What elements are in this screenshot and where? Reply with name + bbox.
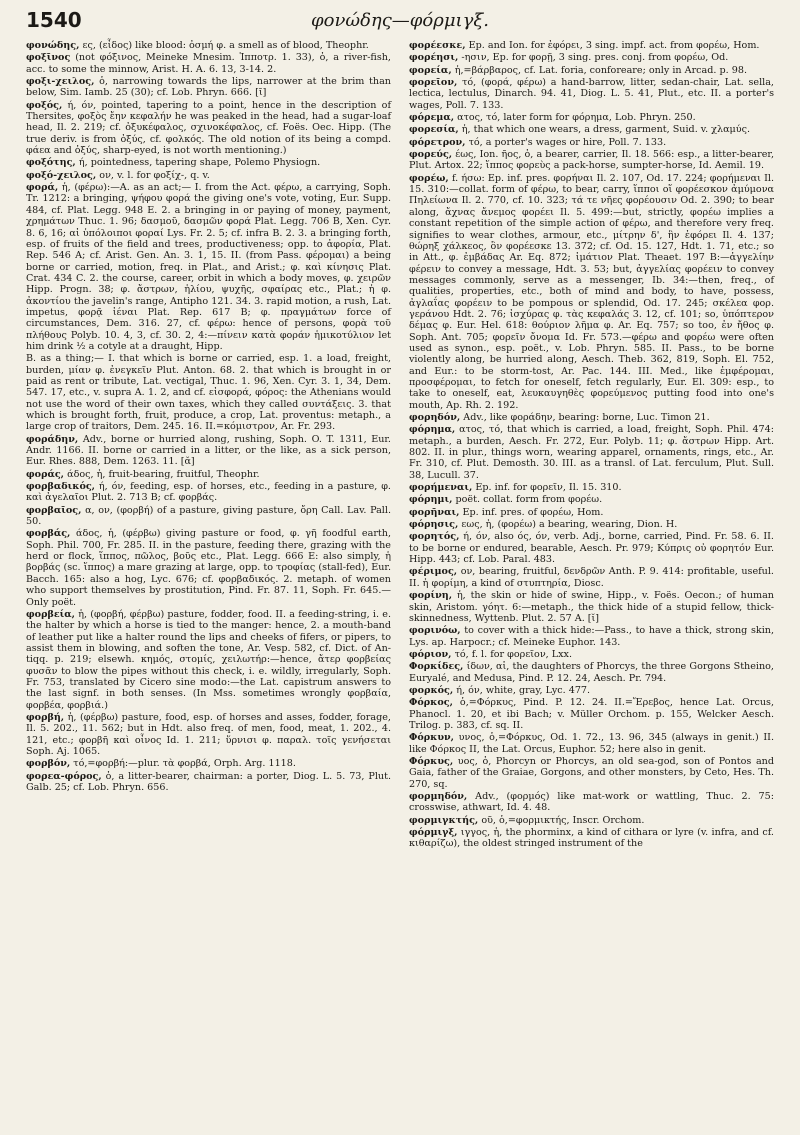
headword: φόρησις, [409, 519, 459, 531]
dictionary-entry [26, 771, 391, 794]
headword: φορεῖον, [409, 77, 458, 89]
headword: φοξός, [26, 99, 63, 111]
dictionary-entry [409, 149, 774, 172]
headword: φορβόν, [26, 758, 71, 770]
dictionary-entry [409, 791, 774, 814]
dictionary-entry [409, 590, 774, 624]
left-column [26, 40, 391, 851]
headword: φόρμιγξ, [409, 827, 458, 839]
headword: φοράς, [26, 468, 65, 480]
entry-text: υος, ὁ, Phorcyn or Phorcys, an old sea-god, son of Pontos and Gaia, father of the Graiae, Gorgons, and other monsters, by Ceto, Hes. Th. 270, sq. [409, 755, 774, 790]
entry-text: -ησιν, Ep. for φορῇ, 3 sing. pres. conj. from φορέω, Od. [461, 52, 729, 64]
headword: φόρεμα, [409, 112, 455, 124]
dictionary-entry [409, 697, 774, 731]
headword: φορεα-φόρος, [26, 770, 102, 782]
headword: φοξότης, [26, 157, 76, 169]
dictionary-entry [409, 815, 774, 826]
dictionary-entry [26, 528, 391, 607]
entry-text: (not φόξινος, Meineke Mnesim. Ἱπποτρ. 1. 33), ὁ, a river-fish, acc. to some the minnow, Arist. H. A. 6. 13, 3-14. 2. [26, 52, 391, 75]
headword: φορῆναι, [409, 506, 460, 518]
headword: φορέησι, [409, 52, 459, 64]
headword: φορηδόν, [409, 412, 461, 423]
dictionary-entry [409, 424, 774, 481]
dictionary-entry [409, 661, 774, 684]
entry-text: οῦ, ὁ,=φορμικτής, Inscr. Orchom. [481, 814, 645, 826]
entry-text: ή, όν, also ός, όν, verb. Adj., borne, carried, Pind. Fr. 58. 6. II. to be borne or endured, bearable, Aesch. Pr. 979; Κύπρις οὐ φορητόν Eur. Hipp. 443; cf. Lob. Paral. 483. [409, 531, 774, 566]
entry-text: ὁ,=Φόρκυς, Pind. P. 12. 24. II.=Ἔρεβος, hence Lat. Orcus, Phanocl. 1. 20, et ibi Bach; v. Müller Orchom. p. 155, Welcker Aesch. Trilog. p. 383, cf. sq. II. [409, 697, 774, 731]
entry-text: ή, pointedness, tapering shape, Polemo Physiogn. [78, 157, 321, 169]
headword: φορβαῖος, [26, 504, 82, 516]
entry-text: τό, (φορά, φέρω) a hand-barrow, litter, sedan-chair, Lat. sella, lectica, lectulus, Dinarch. 94. 41, Diog. L. 5. 41, Plut., etc. II. a porter's wages, Poll. 7. 133. [409, 77, 774, 111]
headword: φοξι-χειλος, [26, 76, 95, 88]
dictionary-entry [26, 182, 391, 352]
entry-text: υνος, ὁ,=Φόρκυς, Od. 1. 72., 13. 96, 345 (always in genit.) II. like Φόρκος II, the Lat. Orcus, Euphor. 52; here also in genit. [409, 732, 774, 755]
dictionary-entry [409, 507, 774, 518]
entry-text: ἡ, (φορβή, φέρβω) pasture, fodder, food. II. a feeding-string, i. e. the halter by which a horse is tied to the manger: hence, 2. a mouth-band of leather put like a halter round the lips and cheeks of fifers, or pipers, to assist them in blowing, and soften the tone, Ar. Vesp. 582, cf. Dict. of An-tiqq. p. 219; elsewh. κημός, στομίς, χειλωτήρ:—hence, ἄτερ φορβείας φυσᾶν to blow the pipes without this check, i. e. wildly, irregularly, Soph. Fr. 753, translated by Cicero sine modo:—the Lat. capistrum answers to the last signf. in both senses. (In Mss. sometimes wrongly φορβαία, φορβέα, φορβιά.) [26, 608, 391, 711]
entry-text: poët. collat. form from φορέω. [455, 494, 603, 506]
headword: φοξό-χειλος, [26, 169, 97, 181]
headword: φορέεσκε, [409, 40, 466, 51]
dictionary-entry [409, 756, 774, 790]
dictionary-entry [409, 112, 774, 123]
headword: φορμηδόν, [409, 791, 468, 802]
entry-text: ὁ, narrowing towards the lips, narrower at the brim than below, Sim. Iamb. 25 (30); cf. Lob. Phryn. 666. [ῑ] [26, 76, 391, 99]
entry-text: f. ήσω: Ep. inf. pres. φορήναι Il. 2. 107, Od. 17. 224; φορήμεναι Il. 15. 310:—collat. form of φέρω, to bear, carry, ἵπποι οἵ φορέεσκον ἀμύμονα Πηλείωνα Il. 2. 770, cf. 10. 323; τά τε νῆες φορέουσιν Od. 2. 390; to bear along, ἄχνας ἄνεμος φορέει Il. 5. 499:—but, strictly, φορέω implies a constant repetition of the simple action of φέρω, and therefore very freq. signifies to wear clothes, armour, etc., μίτρην δ', ἣν ἐφόρει Il. 4. 137; θώρηξ χάλκεος, ὃν φορέεσκε 13. 372; cf. Od. 15. 127, Hdt. 1. 71, etc.; so in Att., φ. ἐμβάδας Ar. Eq. 872; ἱμάτιον Plat. Theaet. 197 B:—ἀγγελίην φέρειν to convey a message, Hdt. 3. 53; but, ἀγγελίας φορέειν to convey messages commonly, serve as a messenger, Ib. 34:—then, freq., of qualities, properties, etc., both of mind and body, to have, possess, ἀγλαΐας φορέειν to be pompous or splendid, Od. 17. 245; σκέλεα φορ. γεράνου Hdt. 2. 76; ἰσχύρας φ. τὰς κεφαλάς 3. 12, cf. 101; so, ὑπόπτερον δέμας φ. Eur. Hel. 618: θούριον λῆμα φ. Ar. Eq. 757; so too, ἐν ἤθος φ. Soph. Ant. 705; φορεῖν ὄνομα Id. Fr. 573.—φέρω and φορέω were often used as synon., esp. poët., v. Lob. Phryn. 585. II. Pass., to be borne violently along, be hurried along, Aesch. Theb. 362, 819, Soph. El. 752, and Eur.: to be storm-tost, Ar. Pac. 144. III. Med., like ἐμφέρομαι, προσφέρομαι, to fetch for oneself, fetch regularly, Eur. El. 309: esp., to take to oneself, eat, λευκαυγηθὲς φορεύμενος putting food into one's mouth, Ap. Rh. 2. 192. [409, 172, 774, 411]
page-header [26, 8, 774, 34]
dictionary-entry [409, 649, 774, 660]
dictionary-entry [409, 173, 774, 411]
dictionary-entry [26, 40, 391, 51]
headword: Φόρκυς, [409, 755, 454, 767]
entry-text: Ep. and Ion. for ἐφόρει, 3 sing. impf. act. from φορέω, Hom. [468, 40, 760, 51]
dictionary-entry [409, 732, 774, 755]
entry-text: ὁ, a litter-bearer, chairman: a porter, Diog. L. 5. 73, Plut. Galb. 25; cf. Lob. Phryn. 656. [26, 770, 391, 793]
headword: φονώδης, [26, 40, 80, 51]
right-column [409, 40, 774, 851]
entry-text: Adv., like φοράδην, bearing: borne, Luc. Timon 21. [463, 412, 710, 423]
headword: φόριον, [409, 648, 452, 660]
headword: φορβεία, [26, 608, 76, 620]
headword: φορητός, [409, 531, 460, 543]
headword: φόρημι, [409, 494, 453, 506]
entry-text: ες, (εἶδος) like blood: ὀσμή φ. a smell as of blood, Theophr. [82, 40, 369, 51]
dictionary-entry [409, 77, 774, 111]
entry-text: ή, όν, white, gray, Lyc. 477. [456, 684, 591, 696]
entry-text: ιγγος, ἡ, the phorminx, a kind of cithara or lyre (v. infra, and cf. κιθαρίζω), the oldest stringed instrument of the [409, 827, 774, 850]
dictionary-entry [409, 137, 774, 148]
entry-text: ή, όν, pointed, tapering to a point, hence in the description of Thersites, φοξὸς ἔην κεφαλήν he was peaked in the head, had a sugar-loaf head, Il. 2. 219; cf. ὀξυκέφαλος, σχινοκέφαλος, cf. Foës. Oec. Hipp. (The true deriv. is from ὀξύς, cf. φολκός. The old notion of its being a compd. φάεα and ὀξύς, sharp-eyed, is not worth mentioning.) [26, 99, 391, 157]
headword: Φορκίδες, [409, 661, 464, 673]
dictionary-entry [26, 481, 391, 504]
entry-text: ή, όν, feeding, esp. of horses, etc., feeding in a pasture, φ. καὶ ἀγελαῖοι Plut. 2. 713 B; cf. φορβάς. [26, 481, 391, 504]
entry-text: ον, bearing, fruitful, δενδρῶν Anth. P. 9. 414: profitable, useful. II. ἡ φορίμη, a kind of στυπτηρία, Diosc. [409, 566, 774, 589]
headword: φορά, [26, 182, 59, 194]
dictionary-entry [26, 52, 391, 75]
columns [26, 40, 774, 851]
entry-text: α, ον, (φορβή) of a pasture, giving pasture, ὄρη Call. Lav. Pall. 50. [26, 504, 391, 528]
entry-text: ἡ, that which one wears, a dress, garment, Suid. v. χλαμύς. [461, 124, 751, 136]
headword: φορβή, [26, 711, 65, 723]
entry-text: τό, a porter's wages or hire, Poll. 7. 133. [468, 136, 667, 148]
headword: φορέω, [409, 172, 449, 184]
headword: φέριμος, [409, 566, 458, 578]
entry-text: Ep. inf. for φορεῖν, Il. 15. 310. [475, 482, 622, 494]
headword: φορμιγκτής, [409, 814, 479, 826]
dictionary-entry [409, 494, 774, 505]
headword: Φόρκος, [409, 697, 453, 709]
headword: φορβάς, [26, 528, 71, 540]
headword: φορεία, [409, 64, 452, 76]
dictionary-entry [409, 519, 774, 530]
headword: φοξῖνος [26, 52, 71, 64]
headword: φόρετρον, [409, 136, 466, 148]
entry-text: B. as a thing;— I. that which is borne or carried, esp. 1. a load, freight, burden, μίαν φ. ἐνεγκεῖν Plut. Anton. 68. 2. that which is brought in or paid as rent or tribute, Lat. vectigal, Thuc. 1. 96, Xen. Cyr. 3. 1, 34, Dem. 547. 17, etc., v. supra A. 1. 2, and cf. εἰσφορά, φόρος: the Athenians would not use the word of their own taxes, which they called συντάξεις. 3. that which is brought forth, fruit, produce, a crop, Lat. proventus: metaph., a large crop of traitors, Dem. 245. 16. II.=κόμιστρον, Ar. Fr. 293. [26, 353, 391, 433]
dictionary-entry [26, 100, 391, 157]
headword: φορεύς, [409, 149, 453, 161]
dictionary-entry [26, 758, 391, 769]
dictionary-entry [26, 505, 391, 528]
dictionary-entry [409, 52, 774, 63]
dictionary-entry [409, 566, 774, 589]
dictionary-entry [26, 76, 391, 99]
headword: Φόρκυν, [409, 732, 454, 744]
entry-text: Ep. inf. pres. of φορέω, Hom. [462, 506, 604, 518]
entry-text: εως, ἡ, (φορέω) a bearing, wearing, Dion. H. [461, 519, 678, 531]
entry-text: τό, f. l. for φορεῖον, Lxx. [454, 648, 572, 660]
entry-text: άδος, ἡ, fruit-bearing, fruitful, Theophr. [67, 468, 260, 480]
entry-text: ατος, τό, later form for φόρημα, Lob. Phryn. 250. [457, 112, 696, 124]
entry-text: ἡ, the skin or hide of swine, Hipp., v. Foës. Oecon.; of human skin, Aristom. γόητ. 6:—metaph., the thick hide of a stupid fellow, thick-skinnedness, Wyttenb. Plut. 2. 57 A. [ῐ] [409, 590, 774, 624]
dictionary-entry [26, 157, 391, 168]
dictionary-entry [409, 65, 774, 76]
headword: φόρημα, [409, 424, 456, 436]
dictionary-entry [26, 170, 391, 181]
entry-text: έως, Ion. ῆος, ὁ, a bearer, carrier, Il. 18. 566: esp., a litter-bearer, Plut. Artox. 22; ἵππος φορεὺς a pack-horse, sumpter-horse, Id. Aemil. 19. [409, 149, 774, 172]
entry-text: ίδων, αἱ, the daughters of Phorcys, the three Gorgons Stheino, Euryalé, and Medusa, Pind. P. 12. 24, Aesch. Pr. 794. [409, 661, 774, 684]
entry-text: ατος, τό, that which is carried, a load, freight, Soph. Phil. 474: metaph., a burden, Aesch. Fr. 272, Eur. Polyb. 11; φ. ἄστρων Hipp. Art. 802. II. in plur., things worn, wearing apparel, ornaments, rings, etc., Ar. Fr. 310, cf. Plut. Demosth. 30. III. as a transl. of Lat. ferculum, Plut. Sull. 38, Lucull. 37. [409, 424, 774, 481]
page-number: 1540 [26, 8, 82, 32]
dictionary-entry [26, 353, 391, 432]
dictionary-entry [409, 124, 774, 135]
entry-text: ἡ,=βάρβαρος, cf. Lat. foria, conforeare; only in Arcad. p. 98. [454, 64, 747, 76]
dictionary-entry [409, 625, 774, 648]
headword: φορβαδικός, [26, 481, 96, 493]
headword: φορήμεναι, [409, 482, 473, 494]
dictionary-entry [26, 469, 391, 480]
entry-text: άδος, ἡ, (φέρβω) giving pasture or food, φ. γῆ foodful earth, Soph. Phil. 700, Fr. 285. II. in the pasture, feeding there, grazing with the herd or flock, ἵππος, πῶλος, βοῦς etc., Plat. Legg. 666 E: also simply, ἡ βορβάς (sc. ἵππος) a mare grazing at large, opp. to τροφίας (stall-fed), Eur. Bacch. 165: also a hog, Lyc. 676; cf. φορβαδικός. 2. metaph. of women who support themselves by prostitution, Pind. Fr. 87. 11, Soph. Fr. 645.—Only poët. [26, 528, 391, 608]
dictionary-entry [409, 412, 774, 423]
entry-text: Adv., (φορμός) like mat-work or wattling, Thuc. 2. 75: crosswise, athwart, Id. 4. 48. [409, 791, 774, 814]
dictionary-entry [409, 827, 774, 850]
headword: φορινόω, [409, 625, 461, 637]
running-head: φονώδης—φόρμιγξ. [311, 10, 489, 31]
headword: φορεσία, [409, 124, 459, 136]
entry-text: ἡ, (φέρω):—A. as an act;— I. from the Act. φέρω, a carrying, Soph. Tr. 1212: a bringing, ψήφου φορά the giving one's vote, voting, Eur. Supp. 484, cf. Plat. Legg. 948 E. 2. a bringing in or paying of money, payment, χρημάτων Thuc. 1. 96; δασμοῦ, δασμῶν φορά Plat. Legg. 706 B, Xen. Cyr. 8. 6, 16; αἱ ὑπόλοιποι φοραί Lys. Fr. 2. 5; cf. infra B. 2. 3. a bringing forth, esp. of fruits of the field and trees, productiveness; opp. to ἀφορία, Plat. Rep. 546 A; cf. Arist. Gen. An. 3. 1, 15. II. (from Pass. φέρομαι) a being borne or carried, motion, freq. in Plat., and Arist.; φ. καὶ κίνησις Plat. Crat. 434 C. 2. the course, career, orbit in which a body moves, φ. χειρῶν Hipp. Progn. 38; φ. ἄστρων, ἡλίου, ψυχῆς, σφαίρας etc., Plat.; ἡ φ. ἀκοντίου the javelin's range, Antipho 121. 34. 3. rapid motion, a rush, Lat. impetus, φορᾷ ἱέναι Plat. Rep. 617 B; φ. πραγμάτων force of circumstances, Dem. 316. 27, cf. φέρω: hence of persons, φορὰ τοῦ πλήθους Polyb. 10. 4, 3, cf. 30. 2, 4:—πίνειν κατὰ φοράν ἡμικοτύλιον let him drink ½ a cotyle at a draught, Hipp. [26, 182, 391, 352]
dictionary-entry [409, 40, 774, 51]
entry-text: ἡ, (φέρβω) pasture, food, esp. of horses and asses, fodder, forage, Il. 5. 202., 11. 562; but in Hdt. also freq. of men, food, meat, 1. 202., 4. 121, etc.; φορβῆ καὶ οἶνος Id. 1. 211; ὕρνισι φ. παραλ. τοῖς γενήσεται Soph. Aj. 1065. [26, 711, 391, 757]
dictionary-entry [409, 531, 774, 565]
entry-text: Adv., borne or hurried along, rushing, Soph. O. T. 1311, Eur. Andr. 1166. II. borne or carried in a litter, or the like, as a sick person, Eur. Rhes. 888, Dem. 1263. 11. [ᾰ] [26, 433, 391, 468]
headword: φορκός, [409, 684, 454, 696]
dictionary-entry [409, 482, 774, 493]
dictionary-entry [26, 609, 391, 711]
dictionary-entry [409, 685, 774, 696]
entry-text: ον, v. l. for φοξίχ-, q. v. [99, 169, 210, 181]
dictionary-entry [26, 434, 391, 468]
headword: φορίνη, [409, 590, 453, 602]
headword: φοράδην, [26, 433, 79, 445]
dictionary-entry [26, 712, 391, 757]
entry-text: τό,=φορβή:—plur. τὰ φορβά, Orph. Arg. 1118. [73, 758, 296, 770]
entry-text: to cover with a thick hide:—Pass., to have a thick, strong skin, Lys. ap. Harpocr.; cf. Meineke Euphor. 143. [409, 625, 774, 648]
